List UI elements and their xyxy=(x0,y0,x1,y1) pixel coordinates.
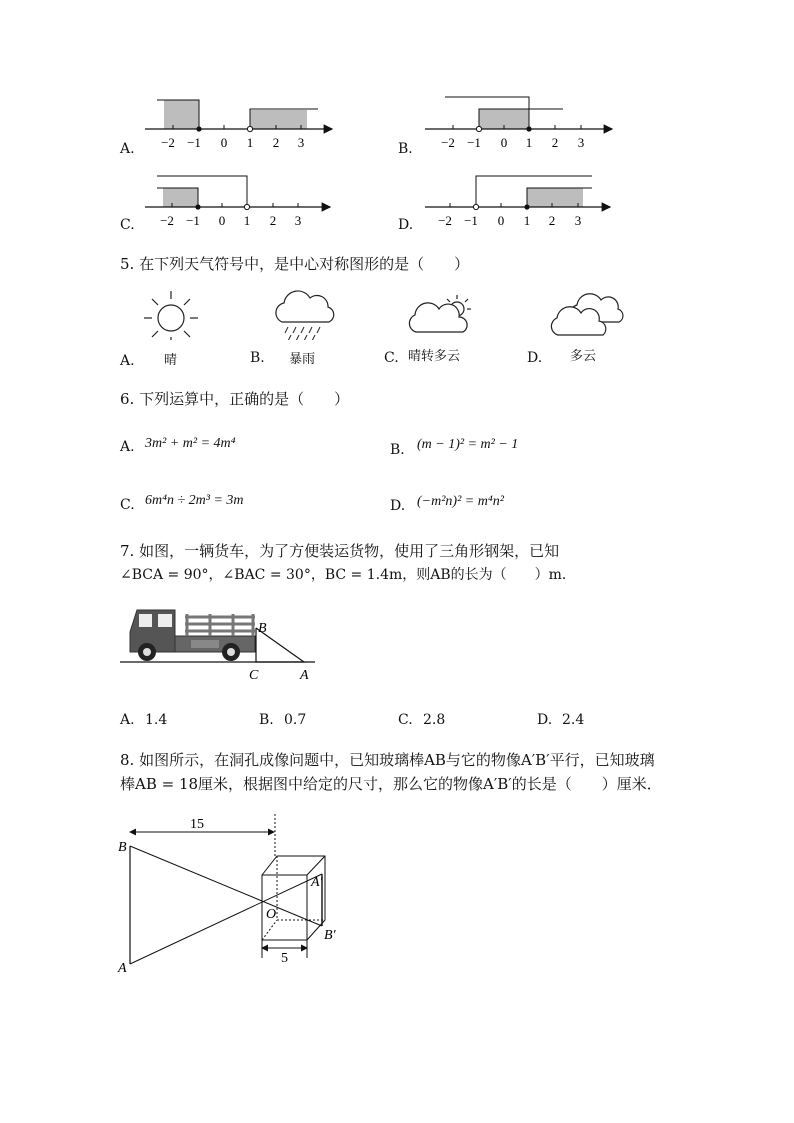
q5-option-b-caption: 暴雨 xyxy=(289,352,316,367)
tick-label: −1 xyxy=(467,135,481,150)
q8-pinhole-figure xyxy=(110,808,360,978)
dimension-label-15: 15 xyxy=(190,817,204,832)
q6-stem: 6. 下列运算中，正确的是（ ） xyxy=(120,390,350,408)
number-line-d xyxy=(425,176,610,228)
tick-label: 2 xyxy=(548,213,556,228)
q7-option-d-label: D. xyxy=(537,712,553,728)
shaded-region xyxy=(163,188,198,207)
open-point xyxy=(476,126,481,131)
tick-label: −1 xyxy=(187,135,201,150)
q4-option-c-label: C. xyxy=(120,217,135,233)
point-label-b: B xyxy=(258,621,267,636)
open-point xyxy=(244,204,249,209)
tick-label: 2 xyxy=(551,135,559,150)
shaded-region-left xyxy=(164,100,199,129)
tick-label: 3 xyxy=(574,213,582,228)
q7-truck-figure xyxy=(115,600,325,686)
q5-weather-icons xyxy=(0,280,794,340)
q7-option-a-value: 1.4 xyxy=(145,712,168,728)
q5-option-c-label: C. xyxy=(384,350,399,366)
solid-point xyxy=(524,204,529,209)
q6-option-d-label: D. xyxy=(390,498,406,514)
q5-option-b-label: B. xyxy=(250,350,265,366)
q5-stem: 5. 在下列天气符号中，是中心对称图形的是（ ） xyxy=(120,255,470,273)
tick-label: −1 xyxy=(186,213,200,228)
sun-icon xyxy=(144,291,198,340)
q7-option-d-value: 2.4 xyxy=(562,712,585,728)
ray-a xyxy=(130,874,322,964)
point-label-c: C xyxy=(249,668,259,683)
q7-option-c-label: C. xyxy=(398,712,413,728)
tick-label: −2 xyxy=(161,135,175,150)
number-line-c xyxy=(145,176,330,228)
q4-option-a-label: A. xyxy=(120,141,135,157)
point-label-a: A xyxy=(118,961,127,976)
point-label-a-prime: A′ xyxy=(311,875,323,890)
tick-label: −2 xyxy=(438,213,452,228)
number-line-b xyxy=(425,97,612,150)
q8-stem-line2: 棒AB = 18厘米，根据图中给定的尺寸，那么它的物像A′B′的长是（ ）厘米． xyxy=(120,775,662,793)
q7-option-c-value: 2.8 xyxy=(423,712,446,728)
q6-option-d-expr: (−m²n)² = m⁴n² xyxy=(417,494,504,509)
tick-label: −2 xyxy=(160,213,174,228)
open-point xyxy=(247,126,252,131)
q7-option-b-label: B. xyxy=(259,712,274,728)
q5-option-a-caption: 晴 xyxy=(164,353,178,368)
number-line-a xyxy=(145,100,332,150)
truck-icon xyxy=(130,610,255,661)
shaded-region xyxy=(527,188,583,207)
q6-option-a-label: A. xyxy=(120,439,135,455)
tick-label: 0 xyxy=(218,213,226,228)
dimension-label-5: 5 xyxy=(281,951,288,966)
double-cloud-icon xyxy=(551,294,623,335)
solid-point xyxy=(196,126,201,131)
q7-stem-line1: 7. 如图，一辆货车，为了方便装运货物，使用了三角形钢架，已知 xyxy=(120,542,560,560)
tick-label: 0 xyxy=(497,213,505,228)
shaded-region-right xyxy=(250,110,307,129)
q8-stem-line1: 8. 如图所示，在洞孔成像问题中，已知玻璃棒AB与它的物像A′B′平行，已知玻璃 xyxy=(120,751,655,769)
point-label-b: B xyxy=(118,840,127,855)
tick-label: 1 xyxy=(525,135,533,150)
q6-option-c-expr: 6m⁴n ÷ 2m³ = 3m xyxy=(145,493,244,508)
tick-label: −2 xyxy=(441,135,455,150)
q6-option-b-label: B. xyxy=(390,442,405,458)
q4-option-d-label: D. xyxy=(398,217,414,233)
q7-option-a-label: A. xyxy=(120,712,135,728)
tick-label: 1 xyxy=(246,135,254,150)
tick-label: 1 xyxy=(523,213,531,228)
q5-option-d-caption: 多云 xyxy=(570,349,597,364)
q7-option-b-value: 0.7 xyxy=(284,712,307,728)
tick-label: 0 xyxy=(220,135,228,150)
tick-label: 2 xyxy=(269,213,277,228)
q5-option-a-label: A. xyxy=(120,353,135,369)
point-label-b-prime: B′ xyxy=(324,928,336,943)
tick-label: 2 xyxy=(272,135,280,150)
q7-stem-line2: ∠BCA = 90°，∠BAC = 30°，BC = 1.4m，则AB的长为（ ）m． xyxy=(120,567,576,583)
q6-option-a-expr: 3m² + m² = 4m⁴ xyxy=(145,436,236,451)
q6-option-c-label: C. xyxy=(120,497,135,513)
solid-point xyxy=(195,204,200,209)
tick-label: −1 xyxy=(464,213,478,228)
q4-option-b-label: B. xyxy=(398,141,413,157)
rain-cloud-icon xyxy=(276,291,334,340)
q5-option-d-label: D. xyxy=(527,350,543,366)
tick-label: 3 xyxy=(577,135,585,150)
q4-number-lines-figure xyxy=(0,0,794,240)
open-point xyxy=(473,204,478,209)
ray-b xyxy=(130,846,322,926)
solid-point xyxy=(526,126,531,131)
q6-option-b-expr: (m − 1)² = m² − 1 xyxy=(417,437,519,452)
tick-label: 3 xyxy=(297,135,305,150)
sun-cloud-icon xyxy=(409,295,471,332)
point-label-a: A xyxy=(300,668,309,683)
tick-label: 3 xyxy=(294,213,302,228)
tick-label: 0 xyxy=(500,135,508,150)
point-label-o: O xyxy=(266,907,277,922)
tick-label: 1 xyxy=(243,213,251,228)
q5-option-c-caption: 晴转多云 xyxy=(408,349,461,364)
